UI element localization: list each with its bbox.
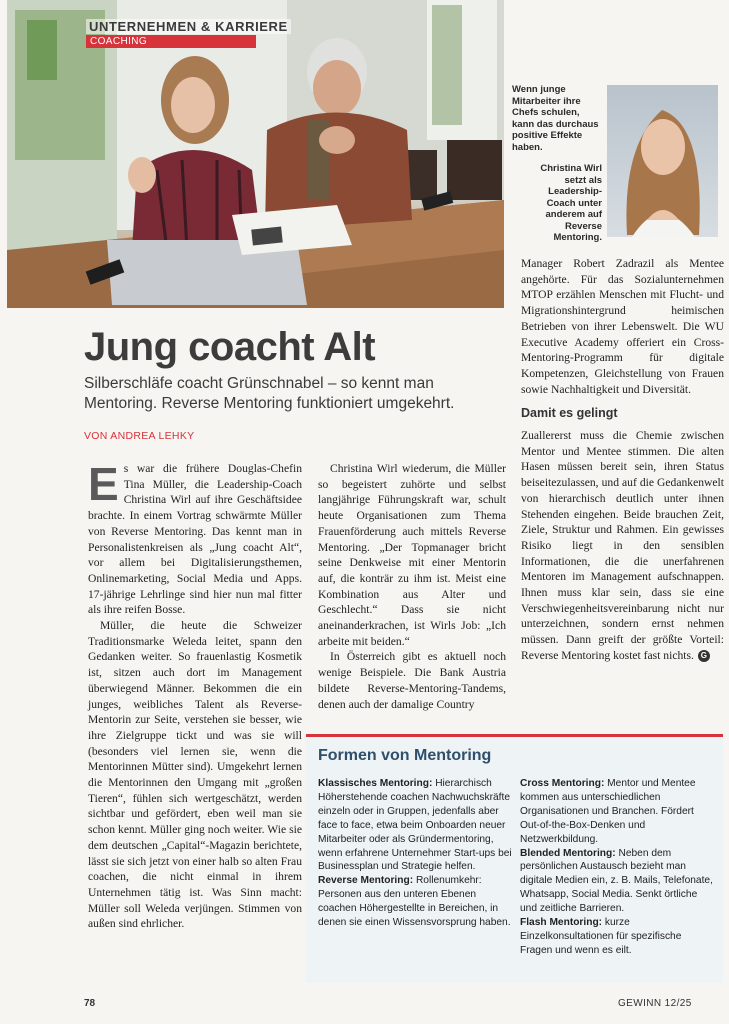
mentoring-type-text: kurze Einzelkonsultationen für spezifische Fragen und wenn es eilt. xyxy=(520,917,682,956)
body-column-3 xyxy=(521,256,724,664)
section-label: UNTERNEHMEN & KARRIERE xyxy=(86,19,291,34)
portrait-photo xyxy=(607,85,718,237)
body-column-2 xyxy=(318,461,506,712)
paragraph: Zuallererst muss die Chemie zwischen Mentor und Mentee stimmen. Die alten Hasen müssen bereit sein, ihren Status beiseitezulassen, und auf die Gedankenwelt von hierarchisch deutlich unter ihnen Stehenden eingehen. Beide brauchen Zeit, Ziele, Struktur und Rahmen. Ein gewisses Risiko liegt in den sensiblen Informationen, die die unerfahrenen Mentoren im Management aufschnappen. Ihnen muss klar sein, dass sie eine Verschwiegenheitsvereinbarung nicht nur unterzeichnen, sondern ernst nehmen müssen. Dann greift der größte Vorteil: Reverse Mentoring kostet fast nichts. xyxy=(521,429,724,662)
info-box-column-2 xyxy=(520,777,716,958)
portrait-illustration xyxy=(607,85,718,237)
mentoring-type-item xyxy=(318,874,514,930)
page-number: 78 xyxy=(84,998,96,1009)
end-mark-icon: G xyxy=(698,650,710,662)
subheading: Damit es gelingt xyxy=(521,406,618,421)
portrait-caption: Christina Wirl setzt als Leadership-Coach unter anderem auf Reverse Mentoring. xyxy=(540,163,602,243)
mentoring-type-term: Flash Mentoring: xyxy=(520,917,603,929)
paragraph: s war die frühere Douglas-Chefin Tina Müller, die Leadership-Coach Christina Wirl auf ihre Geschäftsidee brachte. In einem Vortrag schwärmte Müller von Reverse Mentoring. Das kennt man in Personalistenkreisen als „Jung coacht Alt“, vor allem bei Digitalisierungsthemen, Onlinemarketing, Social Media und Apps. 17-jährige Lehrlinge sind hier nun mal fitter als ihre reifen Bosse. xyxy=(88,462,302,617)
mentoring-type-text: Neben dem persönlichen Austausch bezieht man digitale Medien ein, z. B. Mails, Telefonate, Whatsapp, Social Media. Senkt örtliche und zeitliche Barrieren. xyxy=(520,847,713,915)
mentoring-type-term: Reverse Mentoring: xyxy=(318,875,414,887)
article-byline: VON ANDREA LEHKY xyxy=(84,430,195,442)
mentoring-type-term: Cross Mentoring: xyxy=(520,778,605,789)
drop-cap: E xyxy=(88,458,119,510)
article-deck: Silberschläfe coacht Grünschnabel – so kennt man Mentoring. Reverse Mentoring funktioniert umgekehrt. xyxy=(84,375,455,412)
mentoring-type-text: Rollenumkehr: Personen aus den unteren Ebenen coachen Höhergestellte in Bereichen, in denen sie einen Wissensvorsprung haben. xyxy=(318,875,511,929)
article-headline: Jung coacht Alt xyxy=(84,325,376,369)
mentoring-type-text: Mentor und Mentee kommen aus unterschiedlichen Organisationen und Branchen. Fördert Out-of-the-Box-Denken und Netzwerkbildung. xyxy=(520,778,696,845)
section-sublabel: COACHING xyxy=(86,35,256,48)
mentoring-type-item xyxy=(318,777,514,874)
mentoring-type-term: Klassisches Mentoring: xyxy=(318,778,433,789)
mentoring-type-item xyxy=(520,777,716,847)
mentoring-type-item xyxy=(520,916,716,958)
mentoring-type-text: Hierarchisch Höherstehende coachen Nachwuchskräfte einzeln oder in Gruppen, jedenfalls aber face to face, etwa beim Onboarden neuer Mitarbeiter oder als Gründermentoring, wenn erfahrene Unternehmer Start-ups bei Businessplan und Strategie helfen. xyxy=(318,778,512,873)
mentoring-type-term: Blended Mentoring: xyxy=(520,847,616,859)
paragraph: Müller, die heute die Schweizer Traditionsmarke Weleda leitet, spann den Gedanken weiter. So frauenlastig Kosmetik ist, sitzen auch dort im Management überwiegend Männer. Bekommen die ein junges, weibliches Talent als Reverse-Mentorin zur Seite, verstehen sie besser, wie ihre Zielgruppe tickt und was sie will (besonders viel lernen sie, wenn die Mentorinnen Mütter sind). Umgekehrt lernen die Mentorinnen den Umgang mit „großen Tieren“, fühlen sich wertgeschätzt, werden sichtbar und gefördert, eben weil man sie schon kennt. Müller ging noch weiter. Wie sie dem deutschen „Capital“-Magazin berichtete, lässt sie sich jetzt von einer halb so alten Frau coachen, die nicht einmal in ihrem Unternehmen tätig ist. Was Sinn macht: Müller soll Weleda verjüngen. Stimmen von außen sind ehrlicher. xyxy=(88,619,302,931)
mentoring-type-item xyxy=(520,847,716,917)
photo-caption: Wenn junge Mitarbeiter ihre Chefs schulen, kann das durchaus positive Effekte haben. xyxy=(512,84,599,153)
paragraph: Christina Wirl wiederum, die Müller so begeistert zuhörte und selbst langjährige Führungskraft war, schult heute Organisationen zum Thema Frauenförderung auch mittels Reverse Mentoring. „Der Topmanager bricht seine Denkweise mit einer Mentorin auf, die konträr zu ihm ist. Meist eine Kombination aus Alter und Geschlecht.“ Dass sie nicht aneinanderkrachen, ist Wirls Job: „Ich arbeite mit beiden.“ xyxy=(318,462,506,648)
paragraph: In Österreich gibt es aktuell noch wenige Beispiele. Die Bank Austria bildete Reverse-Mentoring-Tandems, denen auch der damalige Country xyxy=(318,650,506,711)
info-box-column-1 xyxy=(318,777,514,930)
article-photo xyxy=(7,0,504,308)
magazine-issue: GEWINN 12/25 xyxy=(618,998,692,1009)
info-box xyxy=(306,734,723,983)
paragraph: Manager Robert Zadrazil als Mentee angehörte. Für das Sozialunternehmen MTOP erzählen Menschen mit Flucht- und Migrationshintergrund heimischen Betrieben von ihrer Lebenswelt. Die WU Executive Academy offeriert ein Cross-Mentoring-Programm für digitale Kompetenzen, Gleichstellung von Frauen sowie Nachhaltigkeit und Diversität. xyxy=(521,257,724,396)
info-box-title: Formen von Mentoring xyxy=(318,747,492,764)
body-column-1 xyxy=(88,458,302,932)
